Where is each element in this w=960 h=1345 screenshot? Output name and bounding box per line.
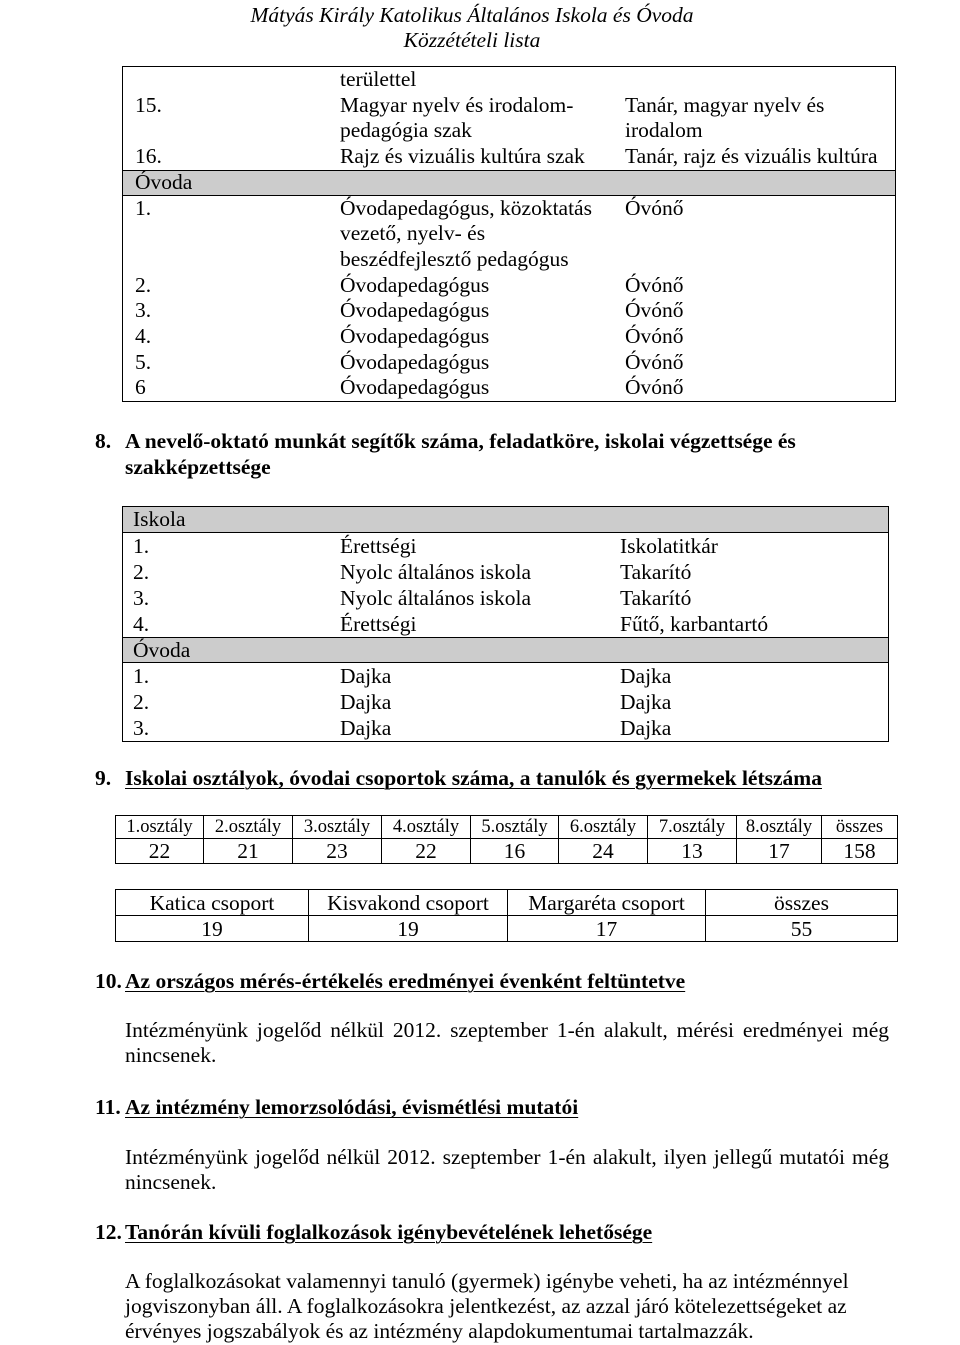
section-10-title: Az országos mérés-értékelés eredményei évenként feltüntetve xyxy=(125,969,686,993)
education-cell: Nyolc általános iskola xyxy=(340,586,532,610)
position-cell: Óvónő xyxy=(625,349,684,374)
row-number: 4. xyxy=(135,324,152,349)
section-10-heading xyxy=(125,968,889,994)
section-9-heading xyxy=(125,765,889,791)
class-headcount-table xyxy=(115,815,898,864)
table-row xyxy=(123,273,895,299)
row-number: 3. xyxy=(135,298,152,323)
section-12-body: A foglalkozásokat valamennyi tanuló (gyermek) igénybe veheti, ha az intézménnyel jogviszonyban áll. A foglalkozásokra jelentkezést, az azzal járó kötelezettségeket az érvényes jogszabályok és az intézmény alapdokumentumai tartalmazzák. xyxy=(125,1269,849,1343)
row-number: 2. xyxy=(133,560,150,584)
table-row xyxy=(123,715,888,741)
column-header: 3.osztály xyxy=(293,816,382,839)
headcount-cell: 17 xyxy=(508,916,706,942)
table-row xyxy=(123,689,888,715)
section-11-number: 11. xyxy=(95,1095,121,1119)
row-number: 16. xyxy=(135,144,162,169)
position-cell: Óvónő xyxy=(625,298,684,323)
qualification-cell: Óvodapedagógus xyxy=(340,375,490,400)
education-cell: Dajka xyxy=(340,690,392,714)
headcount-cell: 21 xyxy=(204,839,293,864)
qualification-cell: Óvodapedagógus xyxy=(340,298,490,323)
table-row xyxy=(123,350,895,376)
column-header: Margaréta csoport xyxy=(508,890,706,916)
role-cell: Iskolatitkár xyxy=(620,534,718,558)
role-cell: Fűtő, karbantartó xyxy=(620,612,769,636)
column-header: Katica csoport xyxy=(116,890,309,916)
column-header: 1.osztály xyxy=(116,816,204,839)
education-cell: Érettségi xyxy=(340,534,417,558)
document-title-header: Közzétételi lista xyxy=(403,28,541,52)
position-cell: Óvónő xyxy=(625,272,684,297)
column-header: 2.osztály xyxy=(204,816,293,839)
qualification-cell: területtel xyxy=(340,67,417,91)
qualification-cell: Óvodapedagógus xyxy=(340,324,490,349)
total-cell: 55 xyxy=(706,916,898,942)
qualification-cell: Rajz és vizuális kultúra szak xyxy=(340,144,585,169)
table-row xyxy=(123,144,895,170)
section-11-heading xyxy=(125,1094,889,1120)
position-cell: Óvónő xyxy=(625,375,684,400)
row-number xyxy=(135,67,340,93)
table-row xyxy=(116,916,898,942)
table-row xyxy=(123,663,888,689)
role-cell: Dajka xyxy=(620,690,672,714)
column-header: összes xyxy=(706,890,898,916)
row-number: 3. xyxy=(133,716,150,740)
role-cell: Dajka xyxy=(620,716,672,740)
column-header: Kisvakond csoport xyxy=(309,890,508,916)
row-number: 2. xyxy=(133,690,150,714)
qualification-cell: Óvodapedagógus, közoktatás vezető, nyelv- és beszédfejlesztő pedagógus xyxy=(340,195,592,271)
headcount-cell: 23 xyxy=(293,839,382,864)
support-staff-table xyxy=(122,506,889,742)
table-row xyxy=(123,533,888,559)
column-header: 8.osztály xyxy=(737,816,822,839)
table-row xyxy=(123,375,895,401)
role-cell: Dajka xyxy=(620,664,672,688)
position-cell: Tanár, magyar nyelv és irodalom xyxy=(625,92,825,143)
headcount-cell: 24 xyxy=(559,839,648,864)
column-header: 4.osztály xyxy=(382,816,471,839)
education-cell: Dajka xyxy=(340,664,392,688)
table-row xyxy=(123,298,895,324)
headcount-cell: 17 xyxy=(737,839,822,864)
row-number: 15. xyxy=(135,92,162,117)
table-row xyxy=(123,559,888,585)
education-cell: Nyolc általános iskola xyxy=(340,560,532,584)
qualification-cell: Magyar nyelv és irodalom- pedagógia szak xyxy=(340,92,574,143)
table-row xyxy=(116,839,898,864)
section-12-heading xyxy=(125,1219,889,1245)
table-row xyxy=(123,611,888,637)
row-number: 1. xyxy=(135,195,152,220)
column-header: összes xyxy=(822,816,898,839)
section-8-title: A nevelő-oktató munkát segítők száma, feladatköre, iskolai végzettsége és szakképzettsége xyxy=(125,429,796,479)
role-cell: Takarító xyxy=(620,586,692,610)
headcount-cell: 19 xyxy=(116,916,309,942)
headcount-cell: 22 xyxy=(116,839,204,864)
headcount-cell: 19 xyxy=(309,916,508,942)
section-9-number: 9. xyxy=(95,766,112,790)
section-row-kindergarten: Óvoda xyxy=(123,170,895,196)
total-cell: 158 xyxy=(822,839,898,864)
section-8-number: 8. xyxy=(95,429,112,453)
headcount-cell: 22 xyxy=(382,839,471,864)
row-number: 2. xyxy=(135,272,152,297)
section-10-number: 10. xyxy=(95,969,122,993)
school-name-header: Mátyás Király Katolikus Általános Iskola és Óvoda xyxy=(250,3,694,27)
role-cell: Takarító xyxy=(620,560,692,584)
table-row xyxy=(123,67,895,93)
position-cell xyxy=(625,67,895,93)
section-12-number: 12. xyxy=(95,1220,122,1244)
column-header: 7.osztály xyxy=(648,816,737,839)
position-cell: Tanár, rajz és vizuális kultúra xyxy=(625,144,878,169)
education-cell: Érettségi xyxy=(340,612,417,636)
table-row xyxy=(123,196,895,273)
headcount-cell: 13 xyxy=(648,839,737,864)
row-number: 6 xyxy=(135,375,146,400)
position-cell: Óvónő xyxy=(625,195,684,220)
group-headcount-table xyxy=(115,889,898,942)
row-number: 4. xyxy=(133,612,150,636)
section-12-title: Tanórán kívüli foglalkozások igénybevételének lehetősége xyxy=(125,1220,653,1244)
qualification-cell: Óvodapedagógus xyxy=(340,349,490,374)
table-row xyxy=(123,324,895,350)
headcount-cell: 16 xyxy=(471,839,559,864)
column-header: 6.osztály xyxy=(559,816,648,839)
position-cell: Óvónő xyxy=(625,324,684,349)
section-11-body: Intézményünk jogelőd nélkül 2012. szeptember 1-én alakult, ilyen jellegű mutatói még nincsenek. xyxy=(125,1145,889,1194)
section-10-body: Intézményünk jogelőd nélkül 2012. szeptember 1-én alakult, mérési eredményei még nincsenek. xyxy=(125,1018,889,1067)
section-11-title: Az intézmény lemorzsolódási, évismétlési mutatói xyxy=(125,1095,579,1119)
section-row-school: Iskola xyxy=(123,507,888,533)
teacher-qualification-table xyxy=(122,66,896,402)
table-row xyxy=(123,93,895,144)
header-row xyxy=(116,890,898,916)
qualification-cell: Óvodapedagógus xyxy=(340,272,490,297)
header-row xyxy=(116,816,898,839)
row-number: 3. xyxy=(133,586,150,610)
table-row xyxy=(123,585,888,611)
section-row-kindergarten: Óvoda xyxy=(123,637,888,663)
section-9-title: Iskolai osztályok, óvodai csoportok száma, a tanulók és gyermekek létszáma xyxy=(125,766,822,790)
education-cell: Dajka xyxy=(340,716,392,740)
row-number: 1. xyxy=(133,534,150,558)
column-header: 5.osztály xyxy=(471,816,559,839)
row-number: 1. xyxy=(133,664,150,688)
row-number: 5. xyxy=(135,349,152,374)
